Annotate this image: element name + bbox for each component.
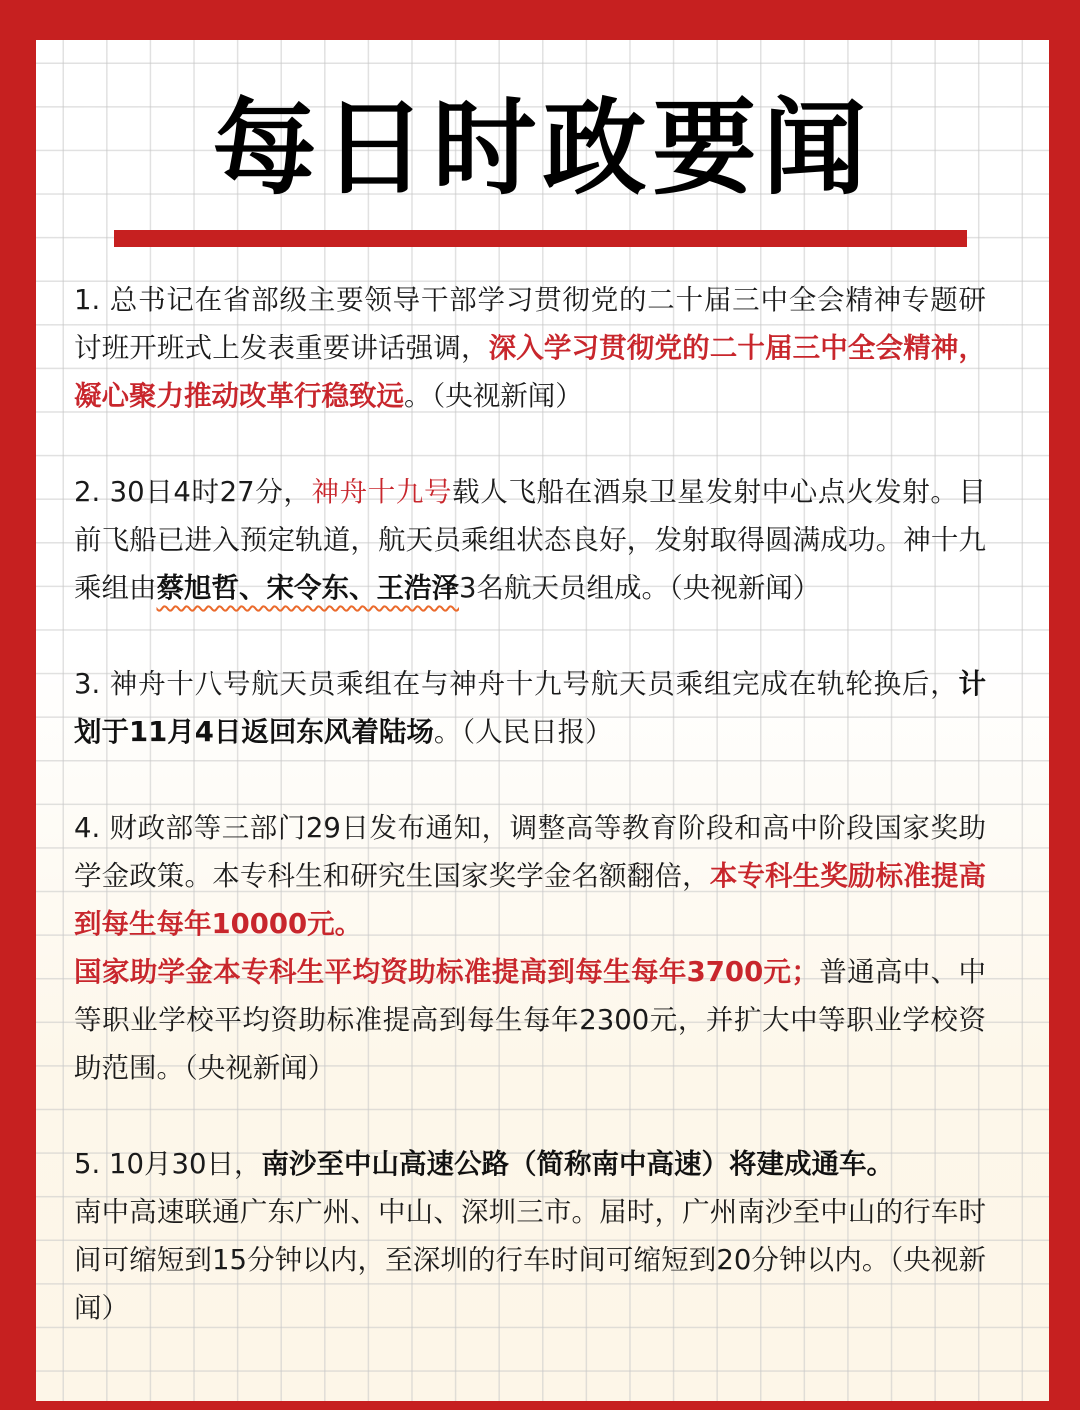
- item-text: 神舟十八号航天员乘组在与神舟十九号航天员乘组完成在轨轮换后，: [100, 668, 959, 700]
- item-text-source: 。（央视新闻）: [404, 380, 583, 412]
- news-list: [74, 276, 986, 1380]
- title-underline-bar: [114, 230, 967, 247]
- news-item-4: [74, 804, 986, 1092]
- item-text: 财政部等三部门29日发布通知，调整高等教育阶段和高中阶段国家奖助学金政策。本专科生和研究生国家奖学金名额翻倍，: [74, 812, 986, 892]
- item-bold: 南沙至中山高速公路（简称南中高速）将建成通车。: [261, 1148, 894, 1180]
- item-text-source: 普通高中、中等职业学校平均资助标准提高到每生每年2300元，并扩大中等职业学校资助范围。（央视新闻）: [74, 956, 986, 1084]
- news-item-2: [74, 468, 986, 612]
- item-number: 4.: [74, 812, 101, 844]
- item-highlight: 本专科生奖励标准提高到每生每年10000元。: [74, 860, 986, 940]
- item-text: 30日4时27分，: [100, 476, 312, 508]
- item-text-source: 。（人民日报）: [433, 716, 613, 748]
- item-text: 载人飞船在酒泉卫星发射中心点火发射。目前飞船已进入预定轨道，航天员乘组状态良好，发射取得圆满成功。神十九乘组由: [74, 476, 987, 604]
- page-title: 每日时政要闻: [212, 87, 873, 209]
- news-card: [36, 40, 1049, 1401]
- item-text: 总书记在省部级主要领导干部学习贯彻党的二十届三中全会精神专题研讨班开班式上发表重要讲话强调，: [74, 284, 986, 364]
- item-text-source: 3名航天员组成。（央视新闻）: [459, 572, 821, 604]
- item-bold: 计划于11月4日返回东风着陆场: [74, 668, 986, 748]
- item-number: 2.: [74, 476, 101, 508]
- astronaut-names-wavy-underline: 蔡旭哲、宋令东、王浩泽: [156, 572, 459, 604]
- news-item-5: [74, 1140, 986, 1332]
- item-highlight: 深入学习贯彻党的二十届三中全会精神，凝心聚力推动改革行稳致远: [74, 332, 986, 412]
- item-text: 10月30日，: [100, 1148, 262, 1180]
- item-highlight: 神舟十九号: [311, 476, 453, 508]
- item-text-source: 南中高速联通广东广州、中山、深圳三市。届时，广州南沙至中山的行车时间可缩短到15分钟以内，至深圳的行车时间可缩短到20分钟以内。（央视新闻）: [74, 1196, 986, 1324]
- news-item-1: [74, 276, 986, 420]
- item-number: 1.: [74, 284, 101, 316]
- item-number: 5.: [74, 1148, 101, 1180]
- item-highlight: 国家助学金本专科生平均资助标准提高到每生每年3700元；: [74, 956, 819, 988]
- item-number: 3.: [74, 668, 101, 700]
- news-item-3: [74, 660, 986, 756]
